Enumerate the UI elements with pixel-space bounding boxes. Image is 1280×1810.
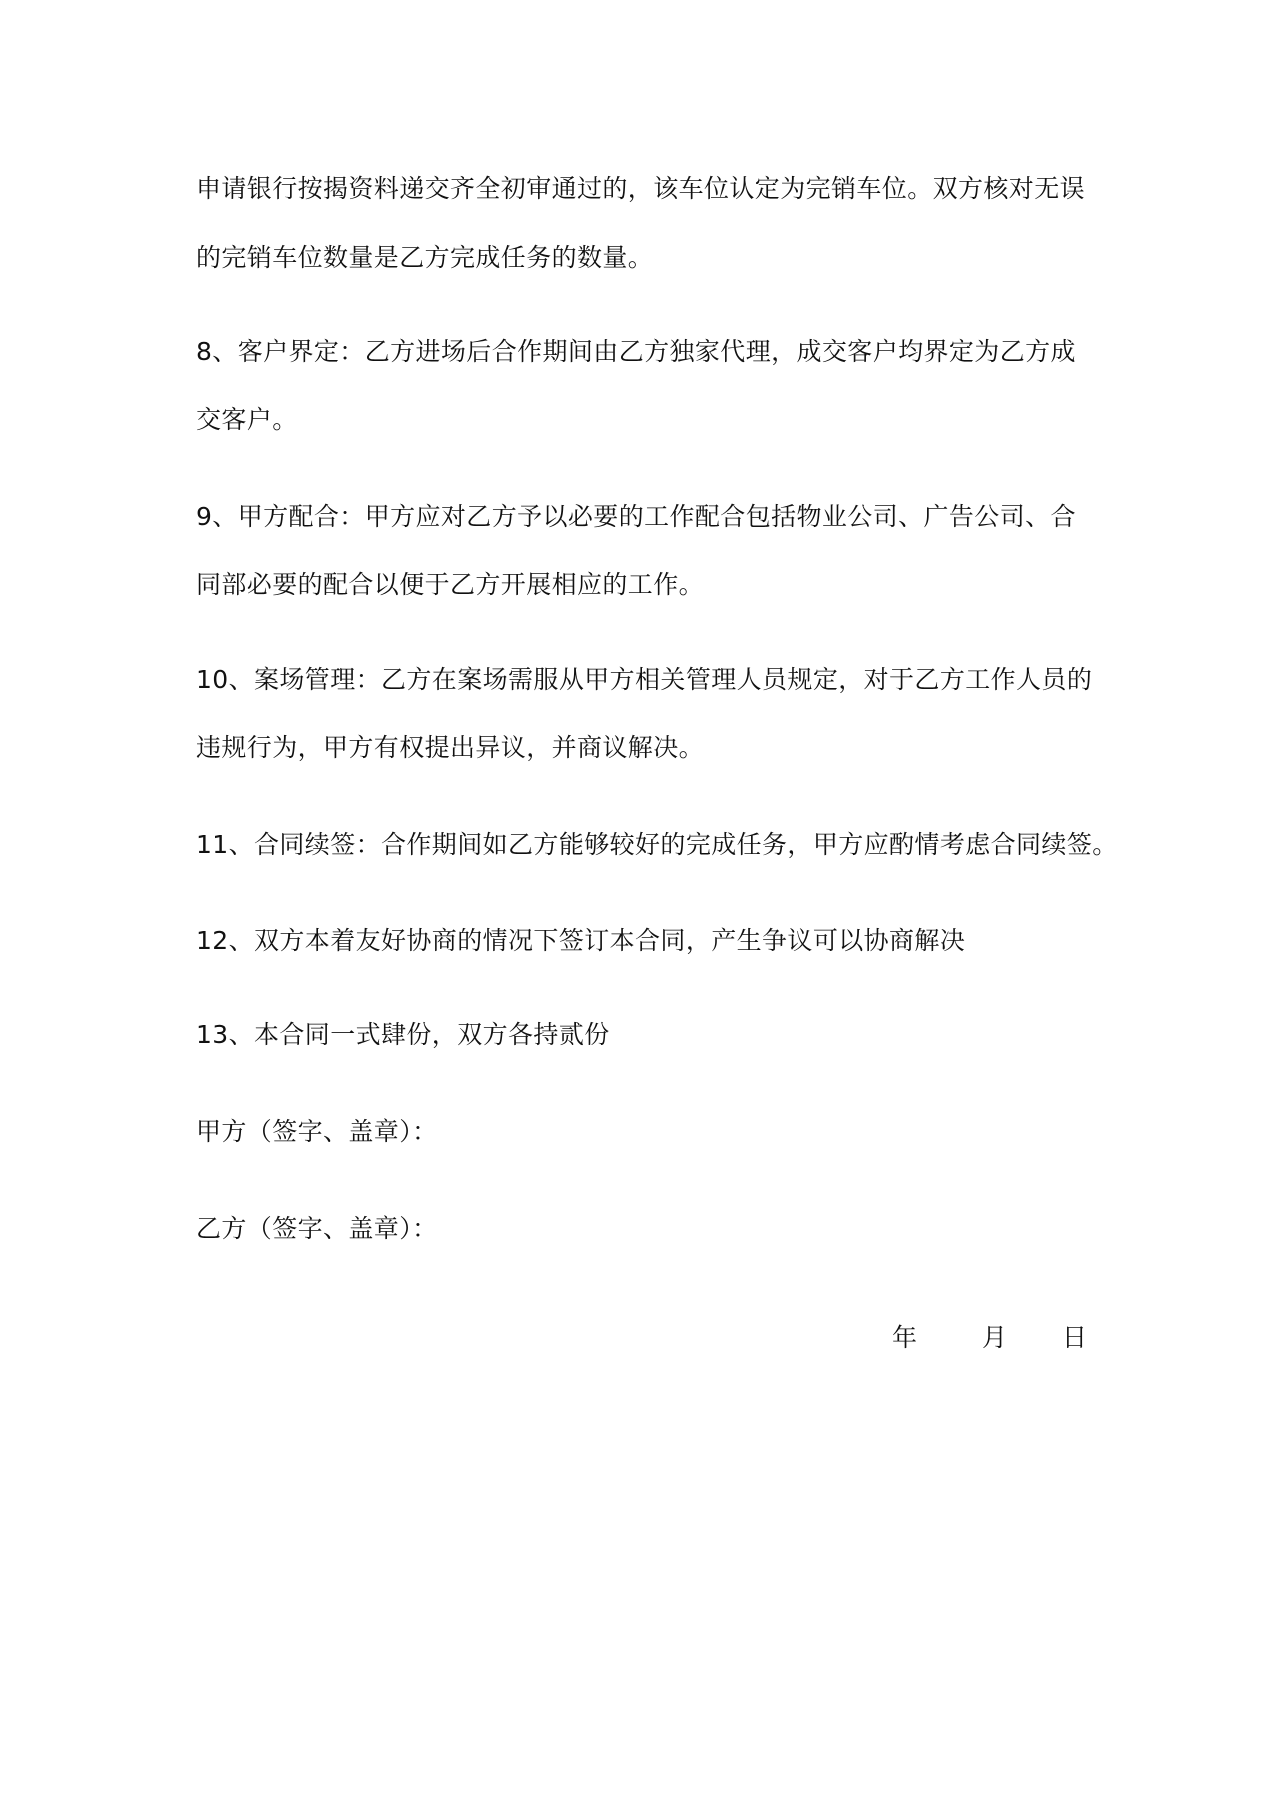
- date-day-label: 日: [1062, 1323, 1088, 1352]
- text-line-2: 的完销车位数量是乙方完成任务的数量。: [196, 243, 654, 272]
- text-line-3: 8、客户界定：乙方进场后合作期间由乙方独家代理，成交客户均界定为乙方成: [196, 337, 1076, 366]
- text-line-10: 12、双方本着友好协商的情况下签订本合同，产生争议可以协商解决: [196, 926, 966, 955]
- text-line-7: 10、案场管理：乙方在案场需服从甲方相关管理人员规定，对于乙方工作人员的: [196, 665, 1093, 694]
- date-month-label: 月: [982, 1323, 1008, 1352]
- text-line-1: 申请银行按揭资料递交齐全初审通过的，该车位认定为完销车位。双方核对无误: [196, 174, 1086, 203]
- party-b-signature-line: 乙方（签字、盖章）：: [196, 1214, 438, 1243]
- text-line-5: 9、甲方配合：甲方应对乙方予以必要的工作配合包括物业公司、广告公司、合: [196, 502, 1076, 531]
- date-row: [892, 1325, 1102, 1355]
- text-line-4: 交客户。: [196, 405, 298, 434]
- date-year-label: 年: [892, 1323, 918, 1352]
- text-line-8: 违规行为，甲方有权提出异议，并商议解决。: [196, 733, 705, 762]
- text-line-11: 13、本合同一式肆份，双方各持贰份: [196, 1020, 610, 1049]
- party-a-signature-line: 甲方（签字、盖章）：: [196, 1117, 438, 1146]
- text-line-9: 11、合同续签：合作期间如乙方能够较好的完成任务，甲方应酌情考虑合同续签。: [196, 830, 1118, 859]
- text-line-6: 同部必要的配合以便于乙方开展相应的工作。: [196, 570, 705, 599]
